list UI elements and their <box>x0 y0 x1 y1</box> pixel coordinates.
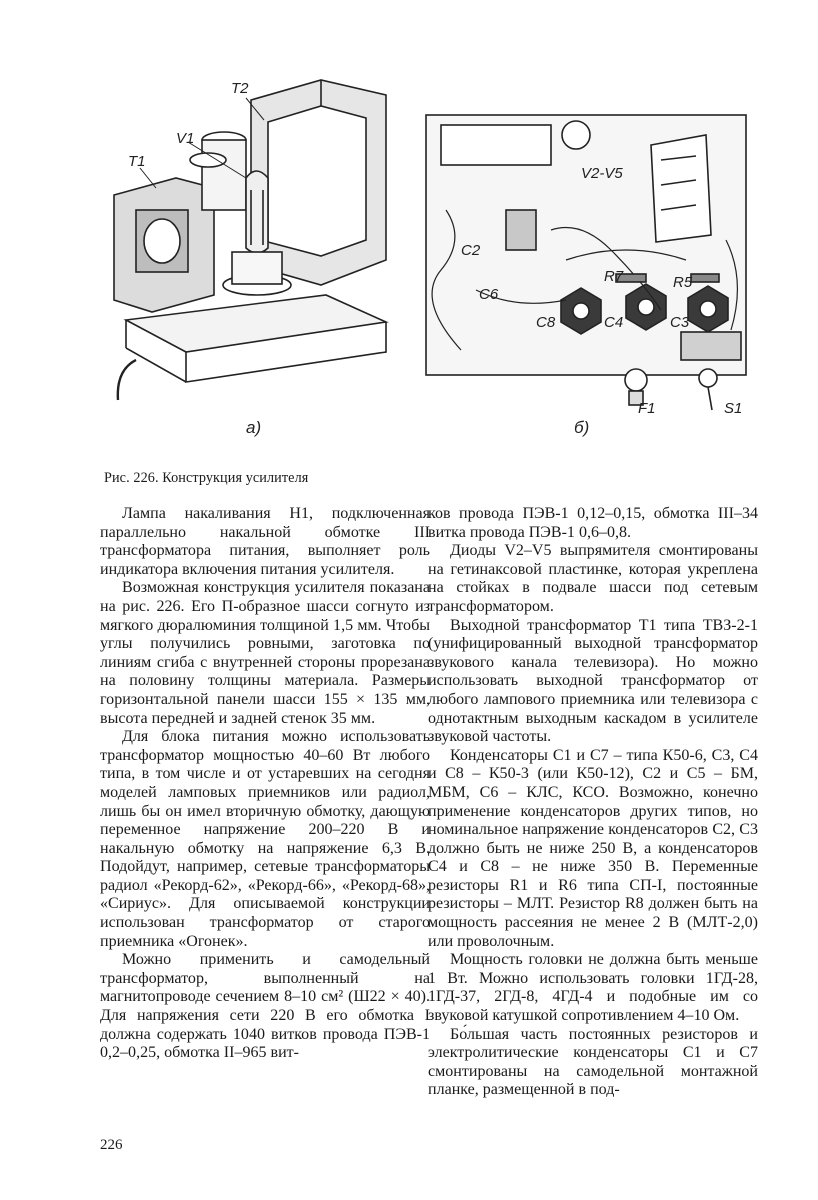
text-column-left <box>100 505 430 1063</box>
paragraph: Для блока питания можно использовать трансформатор мощностью 40–60 Вт любого типа, в том числе и от устаревших на сегодня моделей ламповых приемников или радиол, лишь бы он имел вторичную обмотку, дающую переменное напряжение 200–220 В и накальную обмотку на напряжение 6,3 В. Подойдут, например, сетевые трансформаторы радиол «Рекорд-62», «Рекорд-66», «Рекорд-68», «Сириус». Для описываемой конструкции использован трансформатор от старого приемника «Огонек». <box>100 728 430 950</box>
paragraph: Мощность головки не должна быть меньше 1 Вт. Можно использовать головки 1ГД-28, 1ГД-37, 2ГД-8, 4ГД-4 и подобные им со звуковой катушкой сопротивлением 4–10 Ом. <box>428 951 758 1025</box>
paragraph: Конденсаторы C1 и C7 – типа К50-6, C3, C4 и C8 – К50-3 (или К50-12), C2 и C5 – БМ, МБМ, C6 – КЛС, КСО. Возможно, конечно применение конденсаторов других типов, но номинальное напряжение конденсаторов C2, C3 должно быть не ниже 250 В, а конденсаторов C4 и C8 – не ниже 350 В. Переменные резисторы R1 и R6 типа СП-I, постоянные резисторы – МЛТ. Резистор R8 должен быть на мощность рассеяния не менее 2 В (МЛТ-2,0) или проволочным. <box>428 746 758 950</box>
paragraph: Диоды V2–V5 выпрямителя смонтированы на гетинаксовой пластинке, которая укреплена на стойках в подвале шасси под сетевым трансформатором. <box>428 542 758 615</box>
panel-a-drawing <box>114 80 386 400</box>
panel-b-label: б) <box>574 418 590 437</box>
label-s1: S1 <box>724 400 743 417</box>
paragraph: Выходной трансформатор T1 типа ТВЗ-2-1 (унифицированный выходной трансформатор звукового канала телевизора). Но можно использовать выходной трансформатор от любого лампового приемника или телевизора с однотактным выходным каскадом в усилителе звуковой частоты. <box>428 616 758 746</box>
figure-caption: Рис. 226. Конструкция усилителя <box>104 470 309 486</box>
label-r5: R5 <box>673 274 693 291</box>
label-v1: V1 <box>176 130 195 147</box>
label-r7: R7 <box>604 268 624 285</box>
paragraph: ков провода ПЭВ-1 0,12–0,15, обмотка III–34 витка провода ПЭВ-1 0,6–0,8. <box>428 505 758 541</box>
panel-a-label: а) <box>246 418 262 437</box>
figure-226 <box>96 60 756 460</box>
paragraph: Возможная конструкция усилителя показана на рис. 226. Его П-образное шасси согнуто из мягкого дюралюминия толщиной 1,5 мм. Чтобы углы получились ровными, заготовка по линиям сгиба с внутренней стороны прорезана на половину толщины материала. Размеры горизонтальной панели шасси 155 × 135 мм, высота передней и задней стенок 35 мм. <box>100 579 430 727</box>
label-f1: F1 <box>638 400 656 417</box>
label-c8: C8 <box>536 314 556 331</box>
label-c6: C6 <box>479 286 499 303</box>
label-t1: T1 <box>128 153 146 170</box>
label-c3: C3 <box>670 314 690 331</box>
label-c2: C2 <box>461 242 481 259</box>
label-t2: T2 <box>231 80 249 97</box>
paragraph: Бо́льшая часть постоянных резисторов и электролитические конденсаторы C1 и C7 смонтированы на самодельной монтажной планке, размещенной в под- <box>428 1025 758 1099</box>
label-c4: C4 <box>604 314 624 331</box>
text-column-right <box>428 505 758 1100</box>
figure-drawing <box>96 60 756 460</box>
label-v2-v5: V2-V5 <box>581 165 623 182</box>
panel-b-drawing <box>426 115 746 410</box>
page-number: 226 <box>100 1137 123 1153</box>
paragraph: Лампа накаливания H1, подключенная параллельно накальной обмотке III трансформатора питания, выполняет роль индикатора включения питания усилителя. <box>100 505 430 578</box>
paragraph: Можно применить и самодельный трансформатор, выполненный на магнитопроводе сечением 8–10 см² (Ш22 × 40). Для напряжения сети 220 В его обмотка I должна содержать 1040 витков провода ПЭВ-1 0,2–0,25, обмотка II–965 вит- <box>100 951 430 1062</box>
